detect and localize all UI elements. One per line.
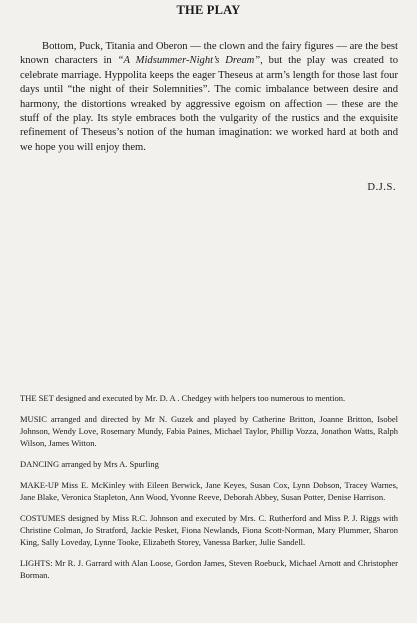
credit-label: MAKE-UP bbox=[20, 479, 59, 490]
credit-text: Miss E. McKinley with Eileen Berwick, Jane Keyes, Susan Cox, Lynn Dobson, Tracey Warnes, Jane Blake, Veronica Stapleton, Ann Wood, Yvonne Reeve, Deborah Abbey, Susan Potter, Denise Harrison. bbox=[20, 479, 398, 502]
credit-music bbox=[20, 413, 398, 450]
essay-paragraph bbox=[20, 40, 398, 155]
credit-text: designed by Miss R.C. Johnson and executed by Mrs. C. Rutherford and Miss P. J. Riggs with Christine Colman, Jo Stratford, Jackie Pesket, Fiona Newlands, Fiona Scott-Norman, Mary Plummer, Sharon King, Sally Loveday, Lynne Tooke, Elizabeth Storey, Vanessa Barker, Julie Sandell. bbox=[20, 512, 398, 548]
play-title: “A Midsummer-Night’s Dream” bbox=[117, 55, 261, 67]
credit-dancing bbox=[20, 458, 398, 470]
credit-label: DANCING bbox=[20, 458, 60, 469]
page-title: THE PLAY bbox=[176, 3, 241, 17]
credit-make-up bbox=[20, 479, 398, 504]
essay-text-end: , but the play was created to celebrate marriage. Hyppolita keeps the eager Theseus at arm’s length for those last four days until “the night of their Solemnities”. The comic imbalance between desire and harmony, the distortions wreaked by aggressive egoism on affection — these are the stuff of the play. Its style embraces both the vulgarity of the rustics and the exquisite refinement of Theseus’s notion of the human imagination: we worked hard at both and we hope you will enjoy them. bbox=[20, 55, 398, 153]
signature: D.J.S. bbox=[367, 182, 396, 193]
credit-text: arranged by Mrs A. Spurling bbox=[59, 458, 159, 469]
credit-text: arranged and directed by Mr N. Guzek and played by Catherine Britton, Joanne Britton, Isobel Johnson, Wendy Love, Rosemary Mundy, Fabia Paines, Michael Taylor, Phillip Vozza, Jonathon Watts, Ralph Wilson, James Witton. bbox=[20, 413, 398, 449]
credit-set bbox=[20, 392, 398, 404]
credit-text: Mr R. J. Garrard with Alan Loose, Gordon James, Steven Roebuck, Michael Arnott and Christopher Borman. bbox=[20, 557, 398, 581]
credit-label: LIGHTS: bbox=[20, 557, 53, 568]
credit-lights bbox=[20, 557, 398, 582]
credit-label: THE SET bbox=[20, 393, 54, 403]
credits-list bbox=[20, 392, 398, 590]
essay-text-start: Bottom, Puck, Titania and Oberon — the clown and the fairy figures — are the best known characters in bbox=[20, 41, 398, 67]
director-note bbox=[20, 40, 398, 155]
credit-label: MUSIC bbox=[20, 413, 47, 424]
credit-text: designed and executed by Mr. D. A . Chedgey with helpers too numerous to mention. bbox=[53, 393, 346, 403]
credit-costumes bbox=[20, 512, 398, 549]
credit-label: COSTUMES bbox=[20, 512, 66, 523]
